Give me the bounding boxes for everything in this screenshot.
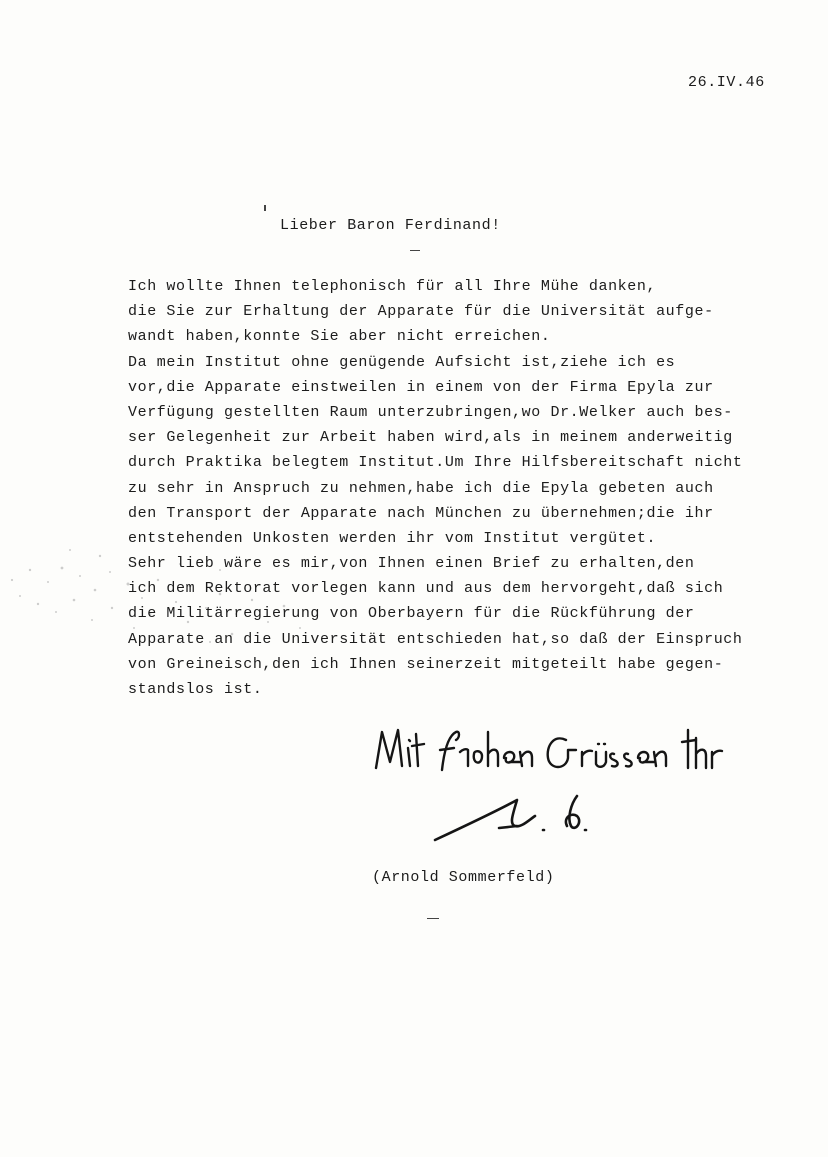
handwritten-initials	[425, 782, 605, 852]
body-line: zu sehr in Anspruch zu nehmen,habe ich die Epyla gebeten auch	[128, 479, 714, 497]
stray-mark	[410, 250, 420, 251]
stray-mark	[264, 205, 266, 211]
body-line: von Greineisch,den ich Ihnen seinerzeit mitgeteilt habe gegen-	[128, 655, 724, 673]
body-line: Verfügung gestellten Raum unterzubringen,wo Dr.Welker auch bes-	[128, 403, 733, 421]
body-line: Sehr lieb wäre es mir,von Ihnen einen Brief zu erhalten,den	[128, 555, 695, 573]
body-line: die Militärregierung von Oberbayern für die Rückführung der	[128, 605, 695, 623]
body-line: Ich wollte Ihnen telephonisch für all Ihre Mühe danken,	[128, 278, 657, 295]
stray-mark	[427, 918, 439, 919]
handwritten-closing	[370, 718, 730, 788]
body-line: wandt haben,konnte Sie aber nicht erreichen.	[128, 328, 551, 346]
letter-body	[128, 274, 788, 702]
body-line: vor,die Apparate einstweilen in einem von der Firma Epyla zur	[128, 378, 714, 396]
body-line: standslos ist.	[128, 681, 263, 698]
body-line: Apparate an die Universität entschieden hat,so daß der Einspruch	[128, 630, 743, 648]
salutation: Lieber Baron Ferdinand!	[280, 217, 501, 234]
body-line: durch Praktika belegtem Institut.Um Ihre Hilfsbereitschaft nicht	[128, 454, 743, 472]
body-line: ser Gelegenheit zur Arbeit haben wird,als in meinem anderweitig	[128, 429, 733, 447]
body-line: Da mein Institut ohne genügende Aufsicht ist,ziehe ich es	[128, 353, 676, 371]
signature-name: (Arnold Sommerfeld)	[372, 869, 555, 886]
body-line: entstehenden Unkosten werden ihr vom Institut vergütet.	[128, 529, 657, 547]
letter-date: 26.IV.46	[688, 74, 765, 91]
body-line: ich dem Rektorat vorlegen kann und aus dem hervorgeht,daß sich	[128, 580, 724, 598]
body-line: den Transport der Apparate nach München zu übernehmen;die ihr	[128, 504, 714, 522]
body-line: die Sie zur Erhaltung der Apparate für die Universität aufge-	[128, 303, 714, 321]
